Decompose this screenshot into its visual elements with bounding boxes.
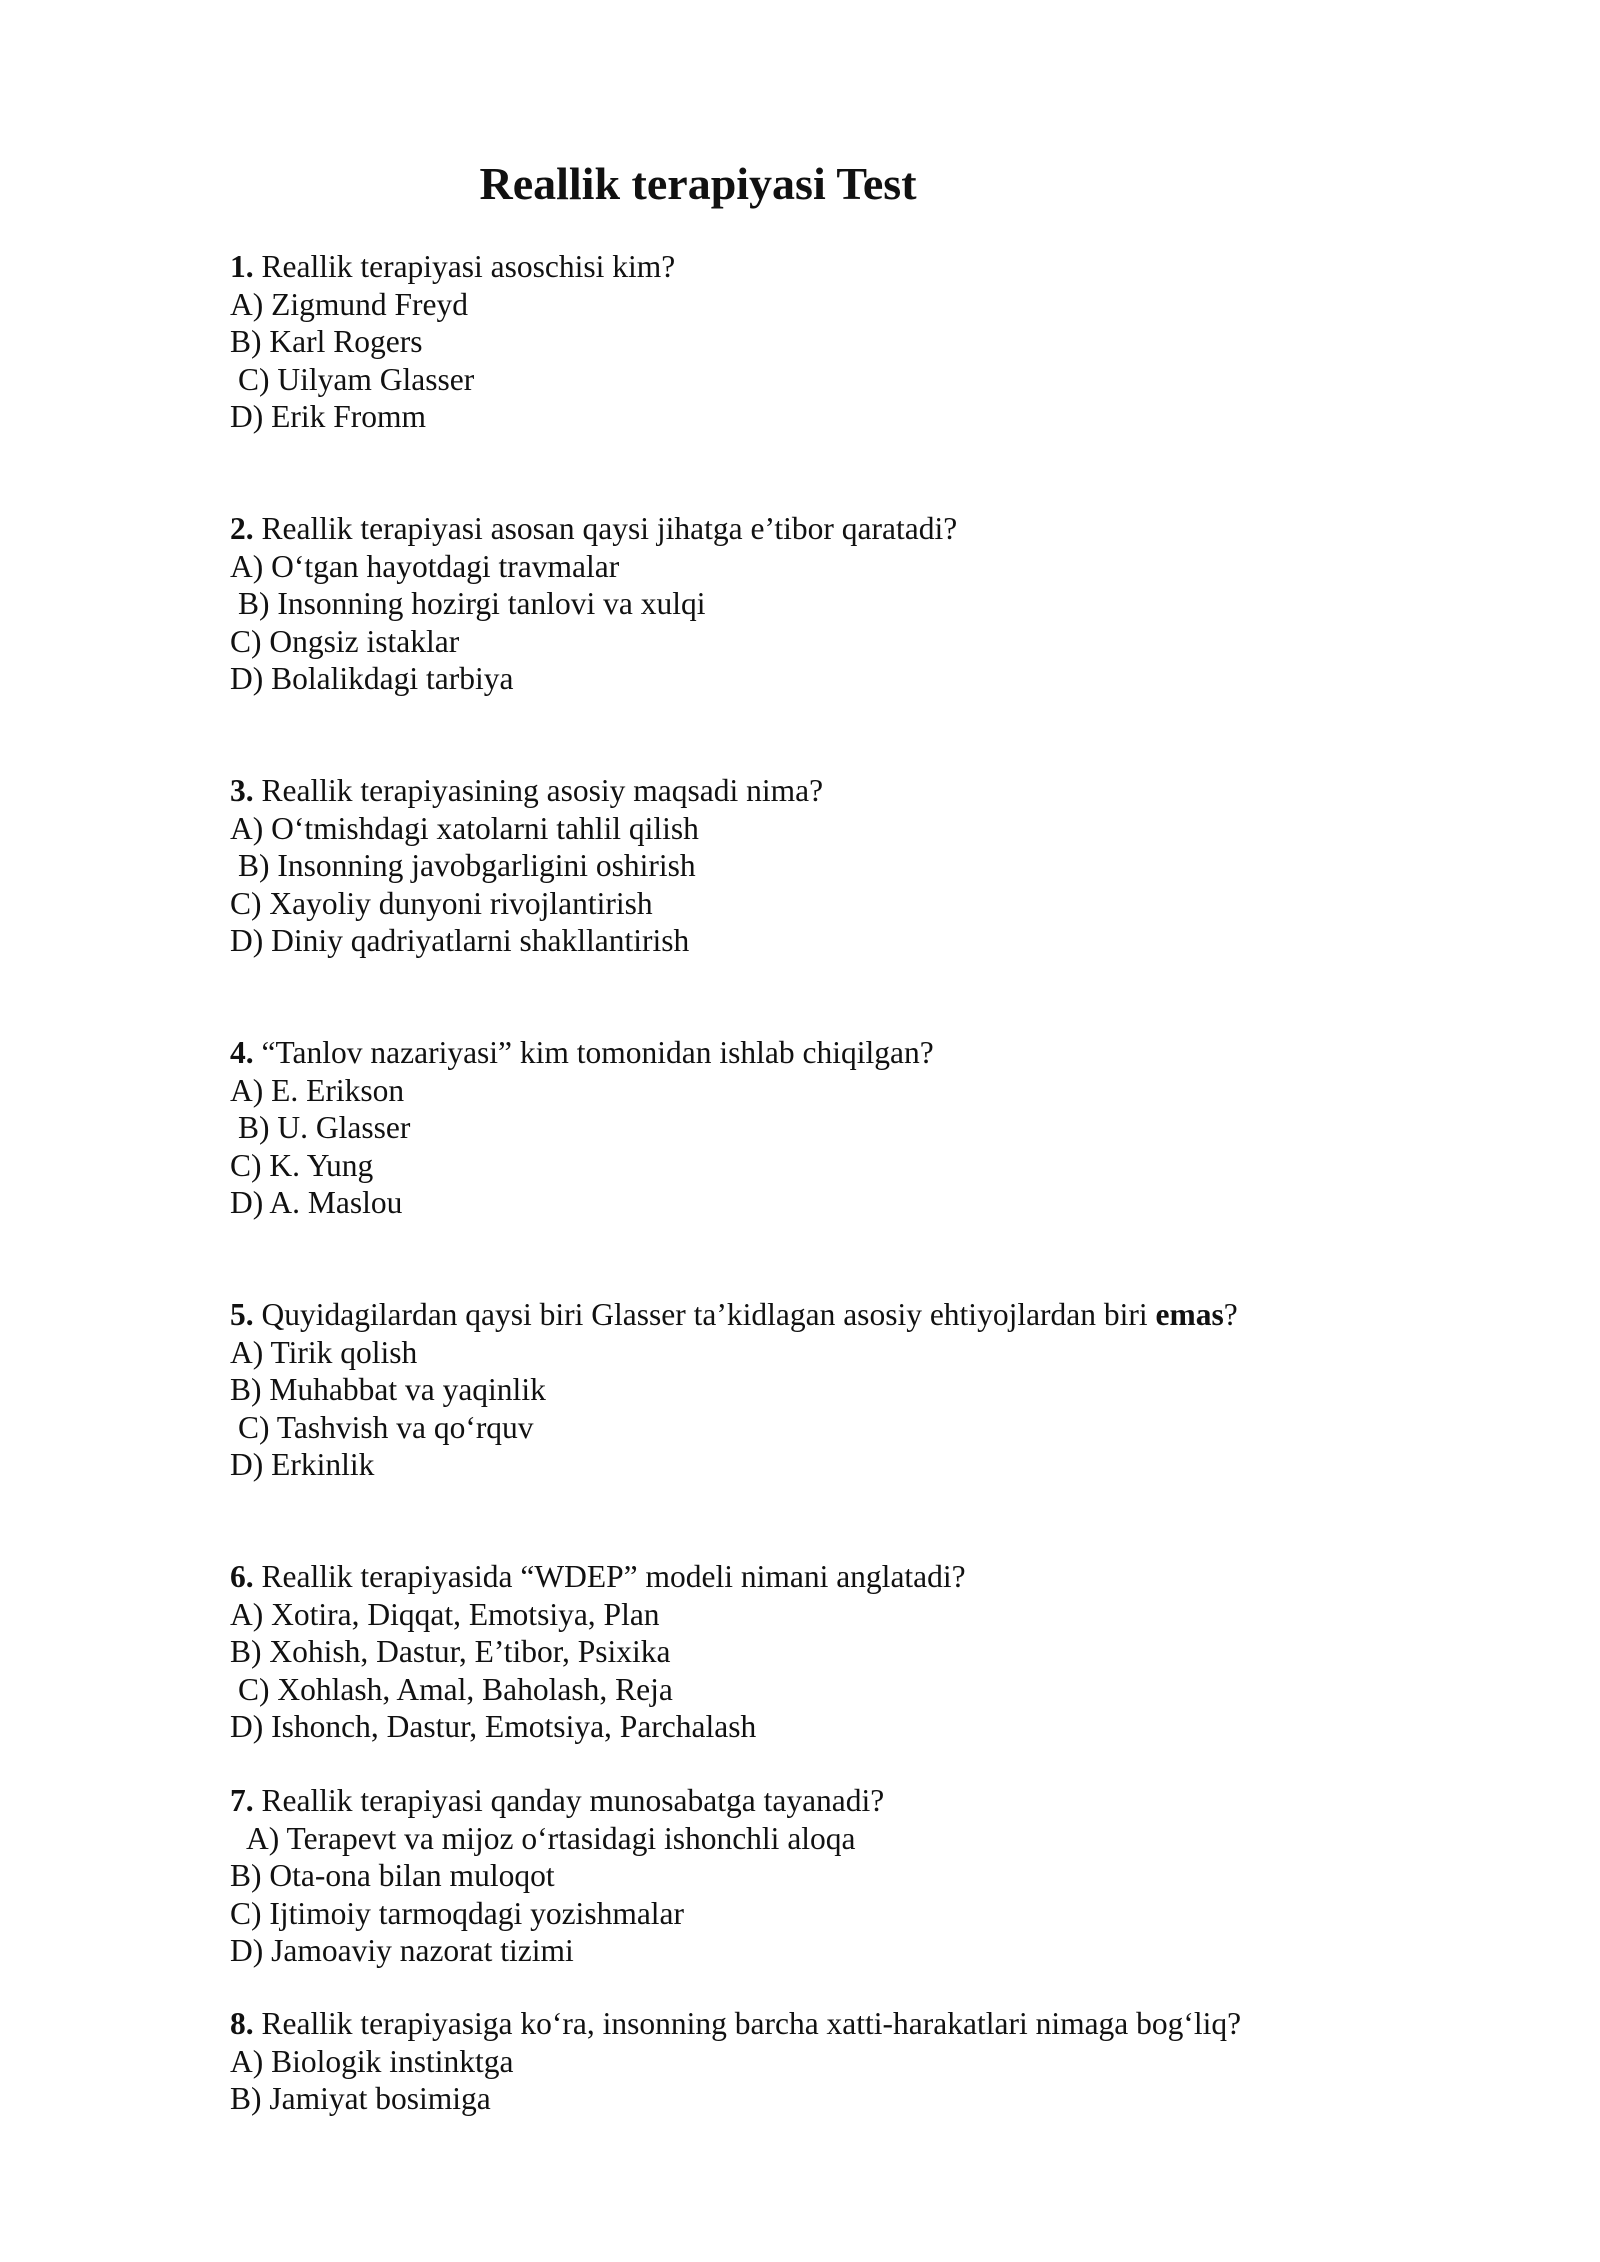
answer-option-d: D) Erkinlik <box>230 1447 375 1482</box>
answer-option-a: A) O‘tgan hayotdagi travmalar <box>230 548 620 584</box>
question-text <box>230 1782 1430 1820</box>
question-text <box>230 772 1430 810</box>
answer-option-b: B) Ota-ona bilan muloqot <box>230 1858 555 1893</box>
question-number: 8. <box>230 2006 254 2041</box>
answer-option-c: C) K. Yung <box>230 1147 374 1183</box>
question-8 <box>230 2005 1430 2118</box>
question-number: 1. <box>230 249 254 284</box>
question-number: 3. <box>230 773 254 808</box>
question-4 <box>230 1034 1430 1222</box>
answer-option-c: C) Ijtimoiy tarmoqdagi yozishmalar <box>230 1895 685 1931</box>
question-number: 2. <box>230 511 254 546</box>
question-label: Quyidagilardan qaysi biri Glasser ta’kidlagan asosiy ehtiyojlardan biri <box>253 1297 1156 1332</box>
question-label: Reallik terapiyasi asosan qaysi jihatga e’tibor qaratadi? <box>253 511 958 546</box>
question-label: Reallik terapiyasida “WDEP” modeli nimani anglatadi? <box>253 1559 966 1594</box>
answer-option-b: B) U. Glasser <box>238 1110 411 1145</box>
answer-option-d: D) Jamoaviy nazorat tizimi <box>230 1933 574 1968</box>
question-label: Reallik terapiyasiga ko‘ra, insonning barcha xatti-harakatlari nimaga bog‘liq? <box>253 2006 1242 2041</box>
answer-option-a: A) Xotira, Diqqat, Emotsiya, Plan <box>230 1596 660 1632</box>
page-title: Reallik terapiyasi Test <box>479 158 917 209</box>
answer-option-c: C) Xohlash, Amal, Baholash, Reja <box>238 1671 673 1707</box>
answer-option-d: D) Diniy qadriyatlarni shakllantirish <box>230 923 690 958</box>
answer-option-b: B) Karl Rogers <box>230 324 423 359</box>
answer-option-b: B) Jamiyat bosimiga <box>230 2081 491 2116</box>
question-5 <box>230 1296 1430 1484</box>
answer-option-d: D) A. Maslou <box>230 1185 403 1220</box>
question-text <box>230 2005 1430 2043</box>
question-1 <box>230 248 1430 436</box>
answer-option-d: D) Bolalikdagi tarbiya <box>230 661 514 696</box>
answer-option-d: D) Erik Fromm <box>230 399 426 434</box>
question-text <box>230 248 1430 286</box>
answer-option-d: D) Ishonch, Dastur, Emotsiya, Parchalash <box>230 1709 757 1744</box>
question-number: 6. <box>230 1559 254 1594</box>
answer-option-a: A) Zigmund Freyd <box>230 286 468 322</box>
question-number: 4. <box>230 1035 254 1070</box>
answer-option-a: A) Biologik instinktga <box>230 2043 514 2079</box>
answer-option-c: C) Xayoliy dunyoni rivojlantirish <box>230 885 653 921</box>
answer-option-a: A) Terapevt va mijoz o‘rtasidagi ishonchli aloqa <box>246 1820 856 1856</box>
answer-option-c: C) Tashvish va qo‘rquv <box>238 1409 534 1445</box>
question-label: Reallik terapiyasining asosiy maqsadi nima? <box>253 773 824 808</box>
question-3 <box>230 772 1430 960</box>
answer-option-b: B) Xohish, Dastur, E’tibor, Psixika <box>230 1634 671 1669</box>
answer-option-b: B) Insonning hozirgi tanlovi va xulqi <box>238 586 706 621</box>
question-label: “Tanlov nazariyasi” kim tomonidan ishlab chiqilgan? <box>253 1035 934 1070</box>
question-number: 7. <box>230 1783 254 1818</box>
answer-option-a: A) Tirik qolish <box>230 1334 418 1370</box>
question-label: Reallik terapiyasi asoschisi kim? <box>253 249 676 284</box>
question-2 <box>230 510 1430 698</box>
question-text <box>230 510 1430 548</box>
question-label: Reallik terapiyasi qanday munosabatga tayanadi? <box>253 1783 885 1818</box>
question-7 <box>230 1782 1430 1970</box>
question-6 <box>230 1558 1430 1746</box>
question-text <box>230 1296 1430 1334</box>
question-text <box>230 1034 1430 1072</box>
answer-option-a: A) E. Erikson <box>230 1072 405 1108</box>
answer-option-a: A) O‘tmishdagi xatolarni tahlil qilish <box>230 810 699 846</box>
answer-option-b: B) Insonning javobgarligini oshirish <box>238 848 696 883</box>
answer-option-c: C) Ongsiz istaklar <box>230 623 460 659</box>
question-label-end: ? <box>1223 1297 1238 1332</box>
question-emphasis: emas <box>1155 1297 1224 1332</box>
answer-option-b: B) Muhabbat va yaqinlik <box>230 1372 546 1407</box>
question-number: 5. <box>230 1297 254 1332</box>
answer-option-c: C) Uilyam Glasser <box>238 361 475 397</box>
question-text <box>230 1558 1430 1596</box>
